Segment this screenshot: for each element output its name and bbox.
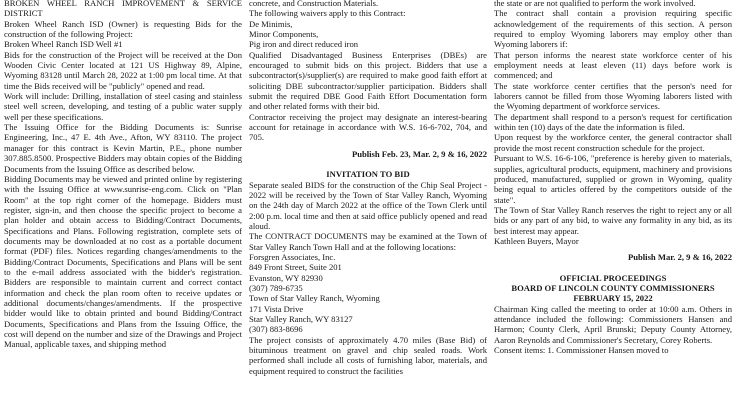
paragraph: The following waivers apply to this Contract: <box>249 8 406 19</box>
signature-line: Kathleen Buyers, Mayor <box>494 235 579 246</box>
paragraph: the state or are not qualified to perform the work involved. <box>494 0 696 8</box>
address-line: Forsgren Associates, Inc. <box>249 251 336 262</box>
paragraph: Broken Wheel Ranch ISD (Owner) is requesting Bids for the construction of the following Project: <box>4 18 242 40</box>
column-3 <box>494 0 732 355</box>
paragraph: The state workforce center certifies that the person's need for laborers cannot be filled from those Wyoming laborers listed with the Wyoming department of workforce services. <box>494 80 732 112</box>
paragraph: That person informs the nearest state workforce center of his employment needs at least eleven (11) days before work is commenced; and <box>494 49 732 81</box>
paragraph: Contractor receiving the project may designate an interest-bearing account for retainage in accordance with W.S. 16-6-702, 704, and 705. <box>249 111 487 143</box>
paragraph: The project consists of approximately 4.70 miles (Base Bid) of bituminous treatment on gravel and chip sealed roads. Work performed shall include all costs of furnishing labor, materials, and equipment required to construct the facilities <box>249 334 487 376</box>
address-line: (307) 789-6735 <box>249 282 303 293</box>
paragraph: concrete, and Construction Materials. <box>249 0 379 8</box>
paragraph: The CONTRACT DOCUMENTS may be examined at the Town of Star Valley Ranch Town Hall and at the following locations: <box>249 231 487 252</box>
section-heading: OFFICIAL PROCEEDINGS <box>559 272 667 283</box>
paragraph: Upon request by the workforce center, the general contractor shall provide the most recent construction schedule for the project. <box>494 132 732 153</box>
list-item: Minor Components, <box>249 29 319 40</box>
address-line: Town of Star Valley Ranch, Wyoming <box>249 293 380 304</box>
publish-dates: Publish Mar. 2, 9 & 16, 2022 <box>627 252 732 263</box>
paragraph: The Town of Star Valley Ranch reserves the right to reject any or all bids or any part of any bid, to waive any formality in any bid, as its best interest may appear. <box>494 204 732 236</box>
paragraph: Separate sealed BIDS for the construction of the Chip Seal Project - 2022 will be received by the Town of Star Valley Ranch, Wyoming on the 24th day of March 2022 at the office of the Town Clerk until 2:00 p.m. local time and then at said office publicly opened and read aloud. <box>249 179 487 231</box>
paragraph: The department shall respond to a person's request for certification within ten (10) days of the date the information is filed. <box>494 111 732 133</box>
paragraph: The Issuing Office for the Bidding Documents is: Sunrise Engineering, Inc., 47 E. 4th Ave., Afton, WY 83110. The project manager for this contract is Kevin Martin, P.E., phone number 307.885.8500. Prospective Bidders may obtain copies of the Bidding Documents from the Issuing Office as described below. <box>4 122 242 174</box>
paragraph: Bids for the construction of the Project will be received at the Don Wooden Civic Center located at 121 US Highway 89, Alpine, Wyoming 83128 until March 28, 2022 at 1:00 pm local time. At that time the Bids received will be "publicly" opened and read. <box>4 49 242 91</box>
section-subheading: BOARD OF LINCOLN COUNTY COMMISSIONERS <box>511 282 715 293</box>
address-line: Star Valley Ranch, WY 83127 <box>249 313 353 324</box>
address-line: Evanston, WY 82930 <box>249 272 323 283</box>
district-heading: BROKEN WHEEL RANCH IMPROVEMENT & SERVICE DISTRICT <box>4 0 242 19</box>
paragraph: Work will include: Drilling, installation of steel casing and stainless steel well screen, developing, and testing of a public water supply well per these specifications. <box>4 91 242 122</box>
paragraph: Bidding Documents may be viewed and printed online by registering with the Issuing Office at www.sunrise-eng.com. Click on "Plan Room" at the top right corner of the homepage. Bidders must register, sign-in, and then choose the specific project to become a plan holder and obtain access to Bidding/Contract Documents, Specifications and Plans. Following registration, complete sets of documents may be downloaded at no cost as a portable document format (PDF) files. Notices regarding changes/amendments to the Bidding/Contract Documents, Specifications and Plans will be sent to the e-mail address associated with the bidder's registration. Bidders are responsible to maintain current and correct contact information and check the plan room often to receive updates or additional documents/changes/amendments. If the prospective bidder would like to obtain printed and bound Bidding/Contract Documents, Specifications and Plans from the Issuing Office, the cost will depend on the number and size of the Drawings and Project Manual, applicable taxes, and shipping method <box>4 173 242 350</box>
list-item: De Minimis, <box>249 18 293 29</box>
address-line: 849 Front Street, Suite 201 <box>249 262 342 273</box>
address-line: 171 Vista Drive <box>249 303 304 314</box>
project-name: Broken Wheel Ranch ISD Well #1 <box>4 39 123 50</box>
paragraph: Chairman King called the meeting to order at 10:00 a.m. Others in attendance included the following: Commissioners Hansen and Harmon; County Clerk, April Brunski; Deputy County Attorney, Aaron Reynolds and Commissioner's Secretary, Corey Roberts. <box>494 303 732 345</box>
meeting-date: FEBRUARY 15, 2022 <box>573 293 653 304</box>
publish-dates: Publish Feb. 23, Mar. 2, 9 & 16, 2022 <box>351 148 487 159</box>
column-2 <box>249 0 487 376</box>
list-item: Pig iron and direct reduced iron <box>249 39 359 50</box>
paragraph: Qualified Disadvantaged Business Enterprises (DBEs) are encouraged to submit bids on this project. Bidders that use a subcontractor(s)/supplier(s) are required to make good faith effort at soliciting DBE subcontractor/supplier participation. Bidders shall submit the required DBE Good Faith Effort Documentation form and other related forms with their bid. <box>249 49 487 112</box>
paragraph: Consent items: 1. Commissioner Hansen moved to <box>494 345 669 355</box>
section-heading: INVITATION TO BID <box>326 169 410 180</box>
paragraph: Pursuant to W.S. 16-6-106, "preference is hereby given to materials, supplies, agricultural products, equipment, machinery and provisions produced, manufactured, supplied or grown in Wyoming, quality being equal to articles offered by the competitors outside of the state". <box>494 153 732 205</box>
column-1 <box>4 0 242 350</box>
address-line: (307) 883-8696 <box>249 324 303 335</box>
paragraph: The contract shall contain a provision requiring specific acknowledgement of the requirements of this section. A person required to employ Wyoming laborers may employ other than Wyoming laborers if: <box>494 8 732 50</box>
